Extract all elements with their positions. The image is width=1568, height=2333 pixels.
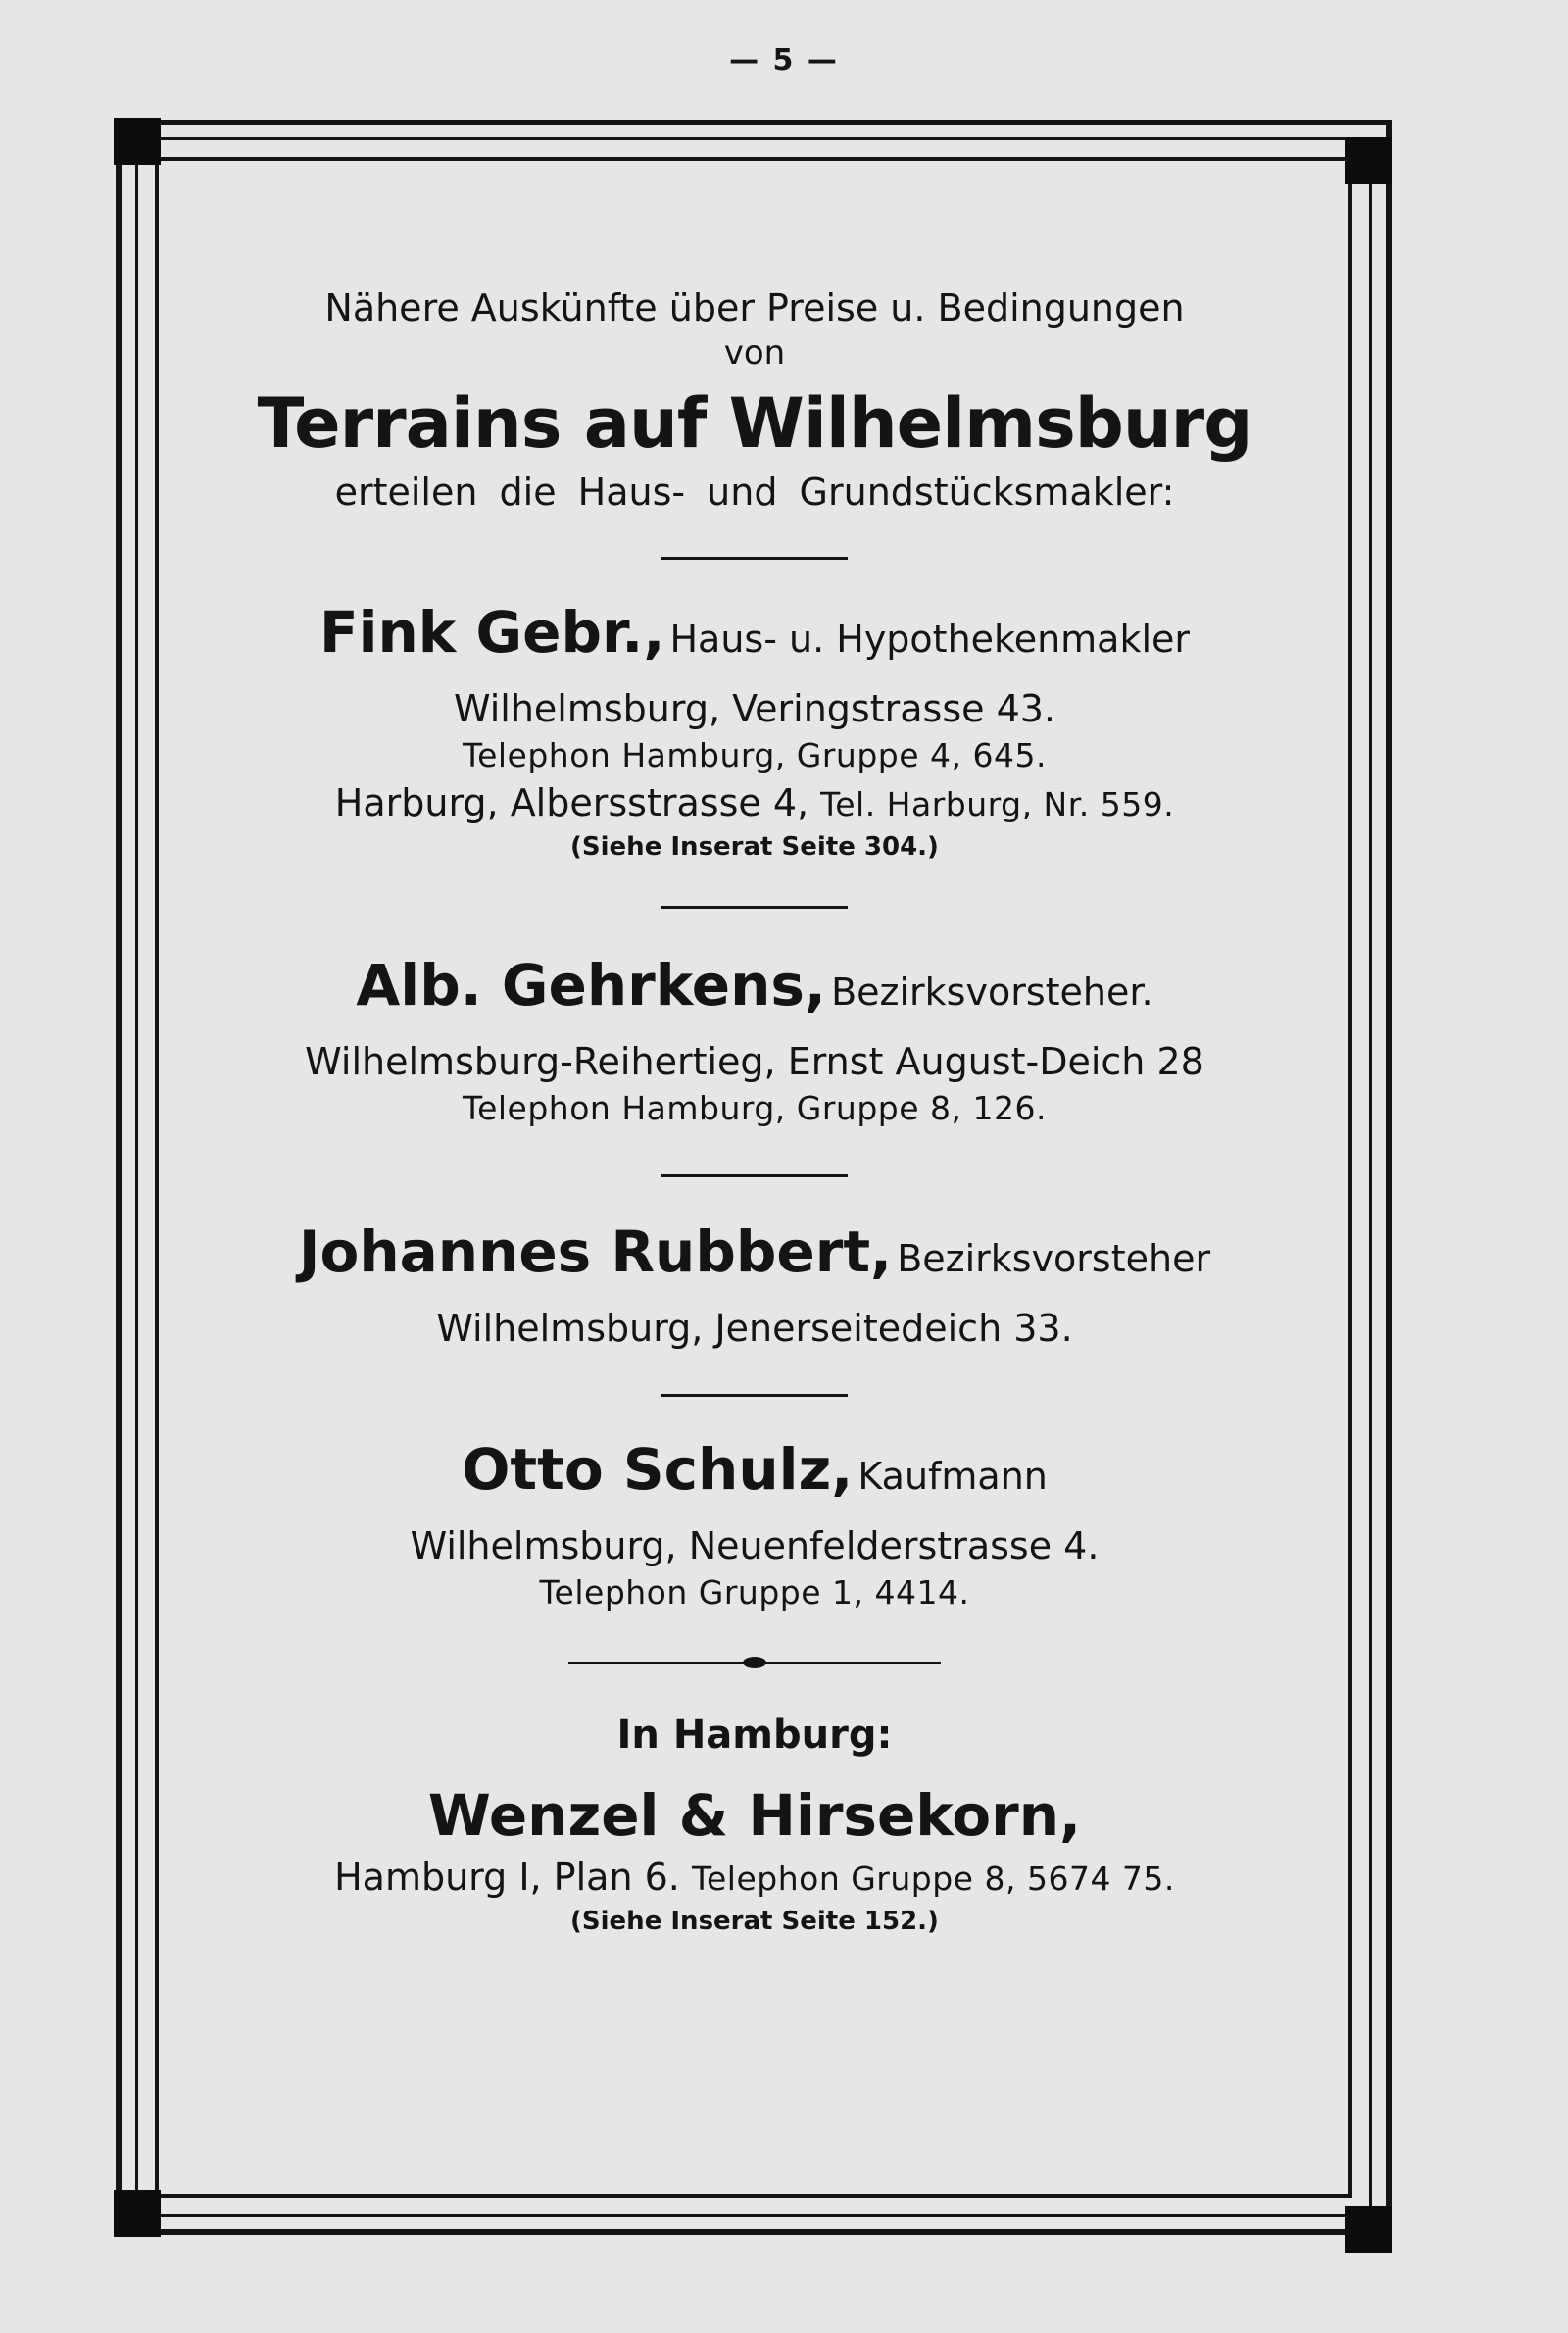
page-number: — 5 — [729,43,839,77]
broker-telephone: Telephon Gruppe 1, 4414. [539,1573,970,1612]
broker-name: Johannes Rubbert, [298,1218,893,1285]
broker-role: Kaufmann [858,1455,1048,1498]
intro-brokers-line: erteilen die Haus- und Grundstücksmakler: [334,471,1175,514]
ornamental-divider [568,1655,941,1670]
broker-telephone-harburg: Tel. Harburg, Nr. 559. [820,785,1175,823]
broker-name-line [245,1432,1264,1521]
broker-second-address-line [245,778,1264,827]
hamburg-section [245,1706,1264,1941]
corner-ornament-top-left [114,118,161,165]
intro-von: von [723,333,786,372]
broker-name: Otto Schulz, [462,1436,854,1503]
divider-rule [662,557,848,560]
divider-rule [662,1174,848,1177]
section-heading: In Hamburg: [616,1713,893,1758]
broker-name: Fink Gebr., [318,599,665,666]
broker-telephone: Telephon Gruppe 8, 5674 75. [691,1860,1175,1898]
page-title: Terrains auf Wilhelmsburg [257,383,1252,464]
broker-role: Bezirksvorsteher [897,1237,1211,1280]
broker-name-line [245,948,1264,1037]
broker-address: Wilhelmsburg, Jenerseitedeich 33. [436,1307,1073,1350]
broker-entry-schulz [245,1432,1264,1615]
broker-address: Hamburg I, Plan 6. [334,1856,680,1899]
corner-ornament-top-right [1345,137,1392,184]
broker-note: (Siehe Inserat Seite 152.) [570,1907,939,1936]
broker-role: Haus- u. Hypothekenmakler [669,618,1191,661]
broker-telephone: Telephon Hamburg, Gruppe 4, 645. [463,736,1047,774]
corner-ornament-bottom-right [1345,2206,1392,2253]
broker-address: Wilhelmsburg, Veringstrasse 43. [453,687,1056,730]
intro-line: Nähere Auskünfte über Preise u. Bedingungen [324,286,1185,329]
broker-entry-rubbert [245,1215,1264,1353]
broker-name: Alb. Gehrkens, [356,952,826,1018]
broker-address-line [245,1853,1264,1902]
broker-address: Wilhelmsburg-Reihertieg, Ernst August-Deich 28 [305,1040,1204,1083]
broker-telephone: Telephon Hamburg, Gruppe 8, 126. [463,1089,1047,1127]
advertisement-content [245,284,1264,1941]
broker-name-line [245,595,1264,684]
broker-entry-fink [245,595,1264,867]
corner-ornament-bottom-left [114,2190,161,2237]
divider-rule [662,1394,848,1397]
broker-name-line [245,1215,1264,1304]
broker-address: Wilhelmsburg, Neuenfelderstrasse 4. [410,1524,1100,1567]
divider-rule [662,906,848,909]
broker-note: (Siehe Inserat Seite 304.) [570,832,939,862]
broker-name: Wenzel & Hirsekorn, [427,1782,1082,1849]
ornament-dot [743,1657,766,1668]
broker-entry-gehrkens [245,948,1264,1131]
broker-role: Bezirksvorsteher. [831,970,1153,1014]
broker-address-harburg: Harburg, Albersstrasse 4, [334,781,809,824]
